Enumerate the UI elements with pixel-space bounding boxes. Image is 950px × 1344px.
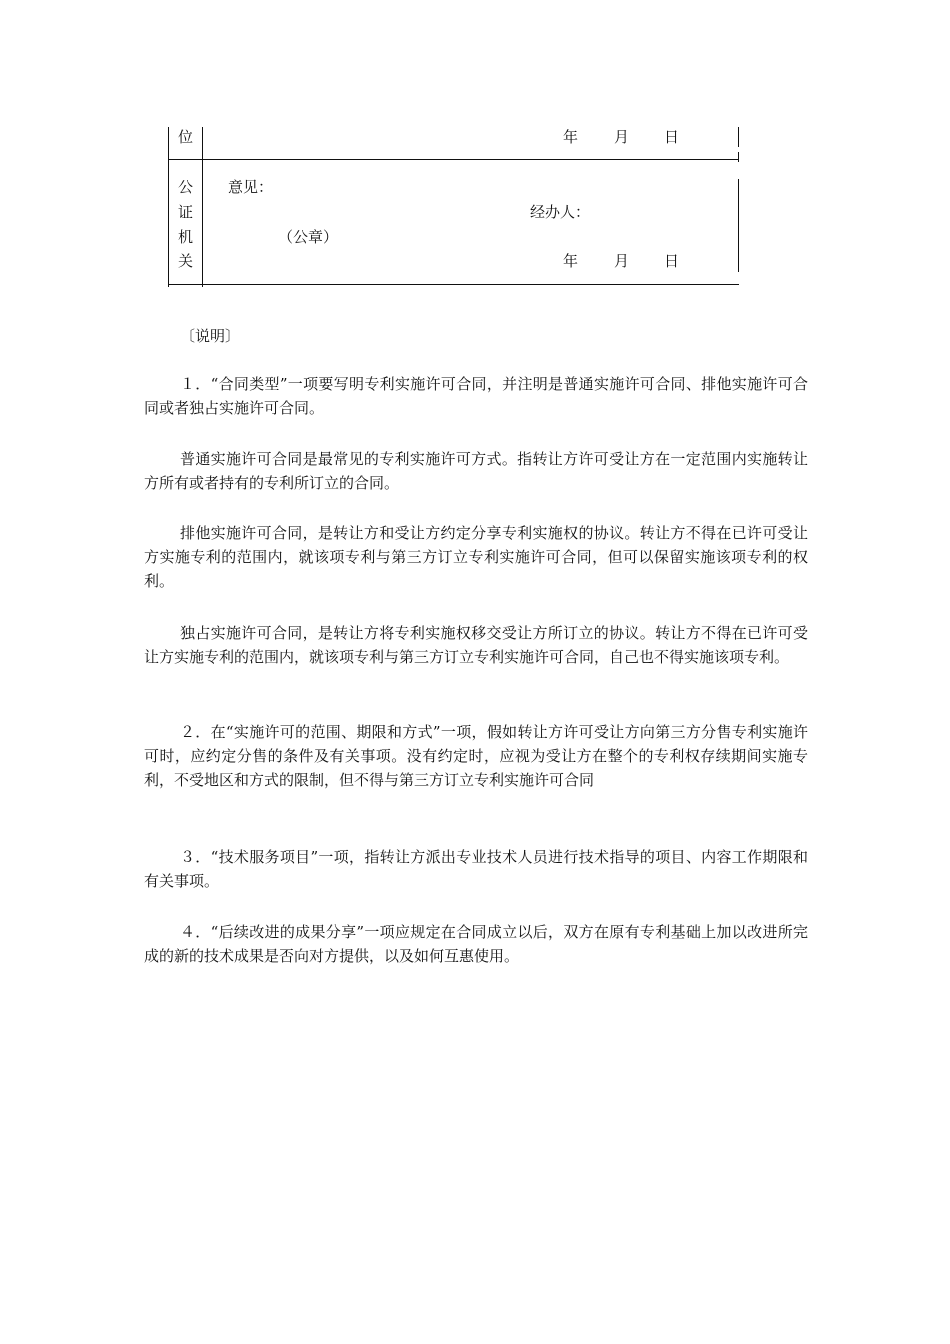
notary-label-char: 公 — [178, 178, 194, 196]
table-right-border — [738, 127, 739, 147]
notary-date-day: 日 — [664, 252, 680, 270]
note-paragraph: １．“合同类型”一项要写明专利实施许可合同，并注明是普通实施许可合同、排他实施许可合同或者独占实施许可合同。 — [144, 375, 808, 417]
notary-date-year: 年 — [563, 252, 579, 270]
notary-label-char: 机 — [178, 228, 194, 246]
unit-date-month: 月 — [614, 128, 630, 146]
notary-label-char: 证 — [178, 203, 194, 221]
note-paragraph: 独占实施许可合同，是转让方将专利实施权移交受让方所订立的协议。转让方不得在已许可受让方实施专利的范围内，就该项专利与第三方订立专利实施许可合同，自己也不得实施该项专利。 — [144, 624, 808, 666]
table-right-border — [738, 152, 739, 162]
note-paragraph: 排他实施许可合同，是转让方和受让方约定分享专利实施权的协议。转让方不得在已许可受让方实施专利的范围内，就该项专利与第三方订立专利实施许可合同，但可以保留实施该项专利的权利。 — [144, 524, 808, 590]
note-paragraph: ４．“后续改进的成果分享”一项应规定在合同成立以后，双方在原有专利基础上加以改进所完成的新的技术成果是否向对方提供，以及如何互惠使用。 — [144, 923, 808, 965]
table-left-border — [168, 127, 169, 287]
unit-date-day: 日 — [664, 128, 680, 146]
seal-label: （公章） — [278, 228, 339, 246]
unit-row-label: 位 — [178, 128, 194, 146]
notary-date-month: 月 — [614, 252, 630, 270]
opinion-label: 意见： — [228, 178, 274, 196]
notary-label-char: 关 — [178, 252, 194, 270]
note-paragraph: ３．“技术服务项目”一项，指转让方派出专业技术人员进行技术指导的项目、内容工作期限和有关事项。 — [144, 848, 808, 890]
table-row-divider — [168, 159, 739, 160]
note-paragraph: 普通实施许可合同是最常见的专利实施许可方式。指转让方许可受让方在一定范围内实施转让方所有或者持有的专利所订立的合同。 — [144, 450, 808, 492]
table-column-divider — [202, 127, 203, 287]
table-right-border — [738, 179, 739, 272]
notes-heading: 〔说明〕 — [180, 327, 241, 345]
handler-label: 经办人： — [530, 203, 591, 221]
note-paragraph: ２．在“实施许可的范围、期限和方式”一项，假如转让方许可受让方向第三方分售专利实施许可时，应约定分售的条件及有关事项。没有约定时，应视为受让方在整个的专利权存续期间实施专利，不受地区和方式的限制，但不得与第三方订立专利实施许可合同 — [144, 723, 808, 789]
table-bottom-border — [168, 284, 739, 285]
unit-date-year: 年 — [563, 128, 579, 146]
